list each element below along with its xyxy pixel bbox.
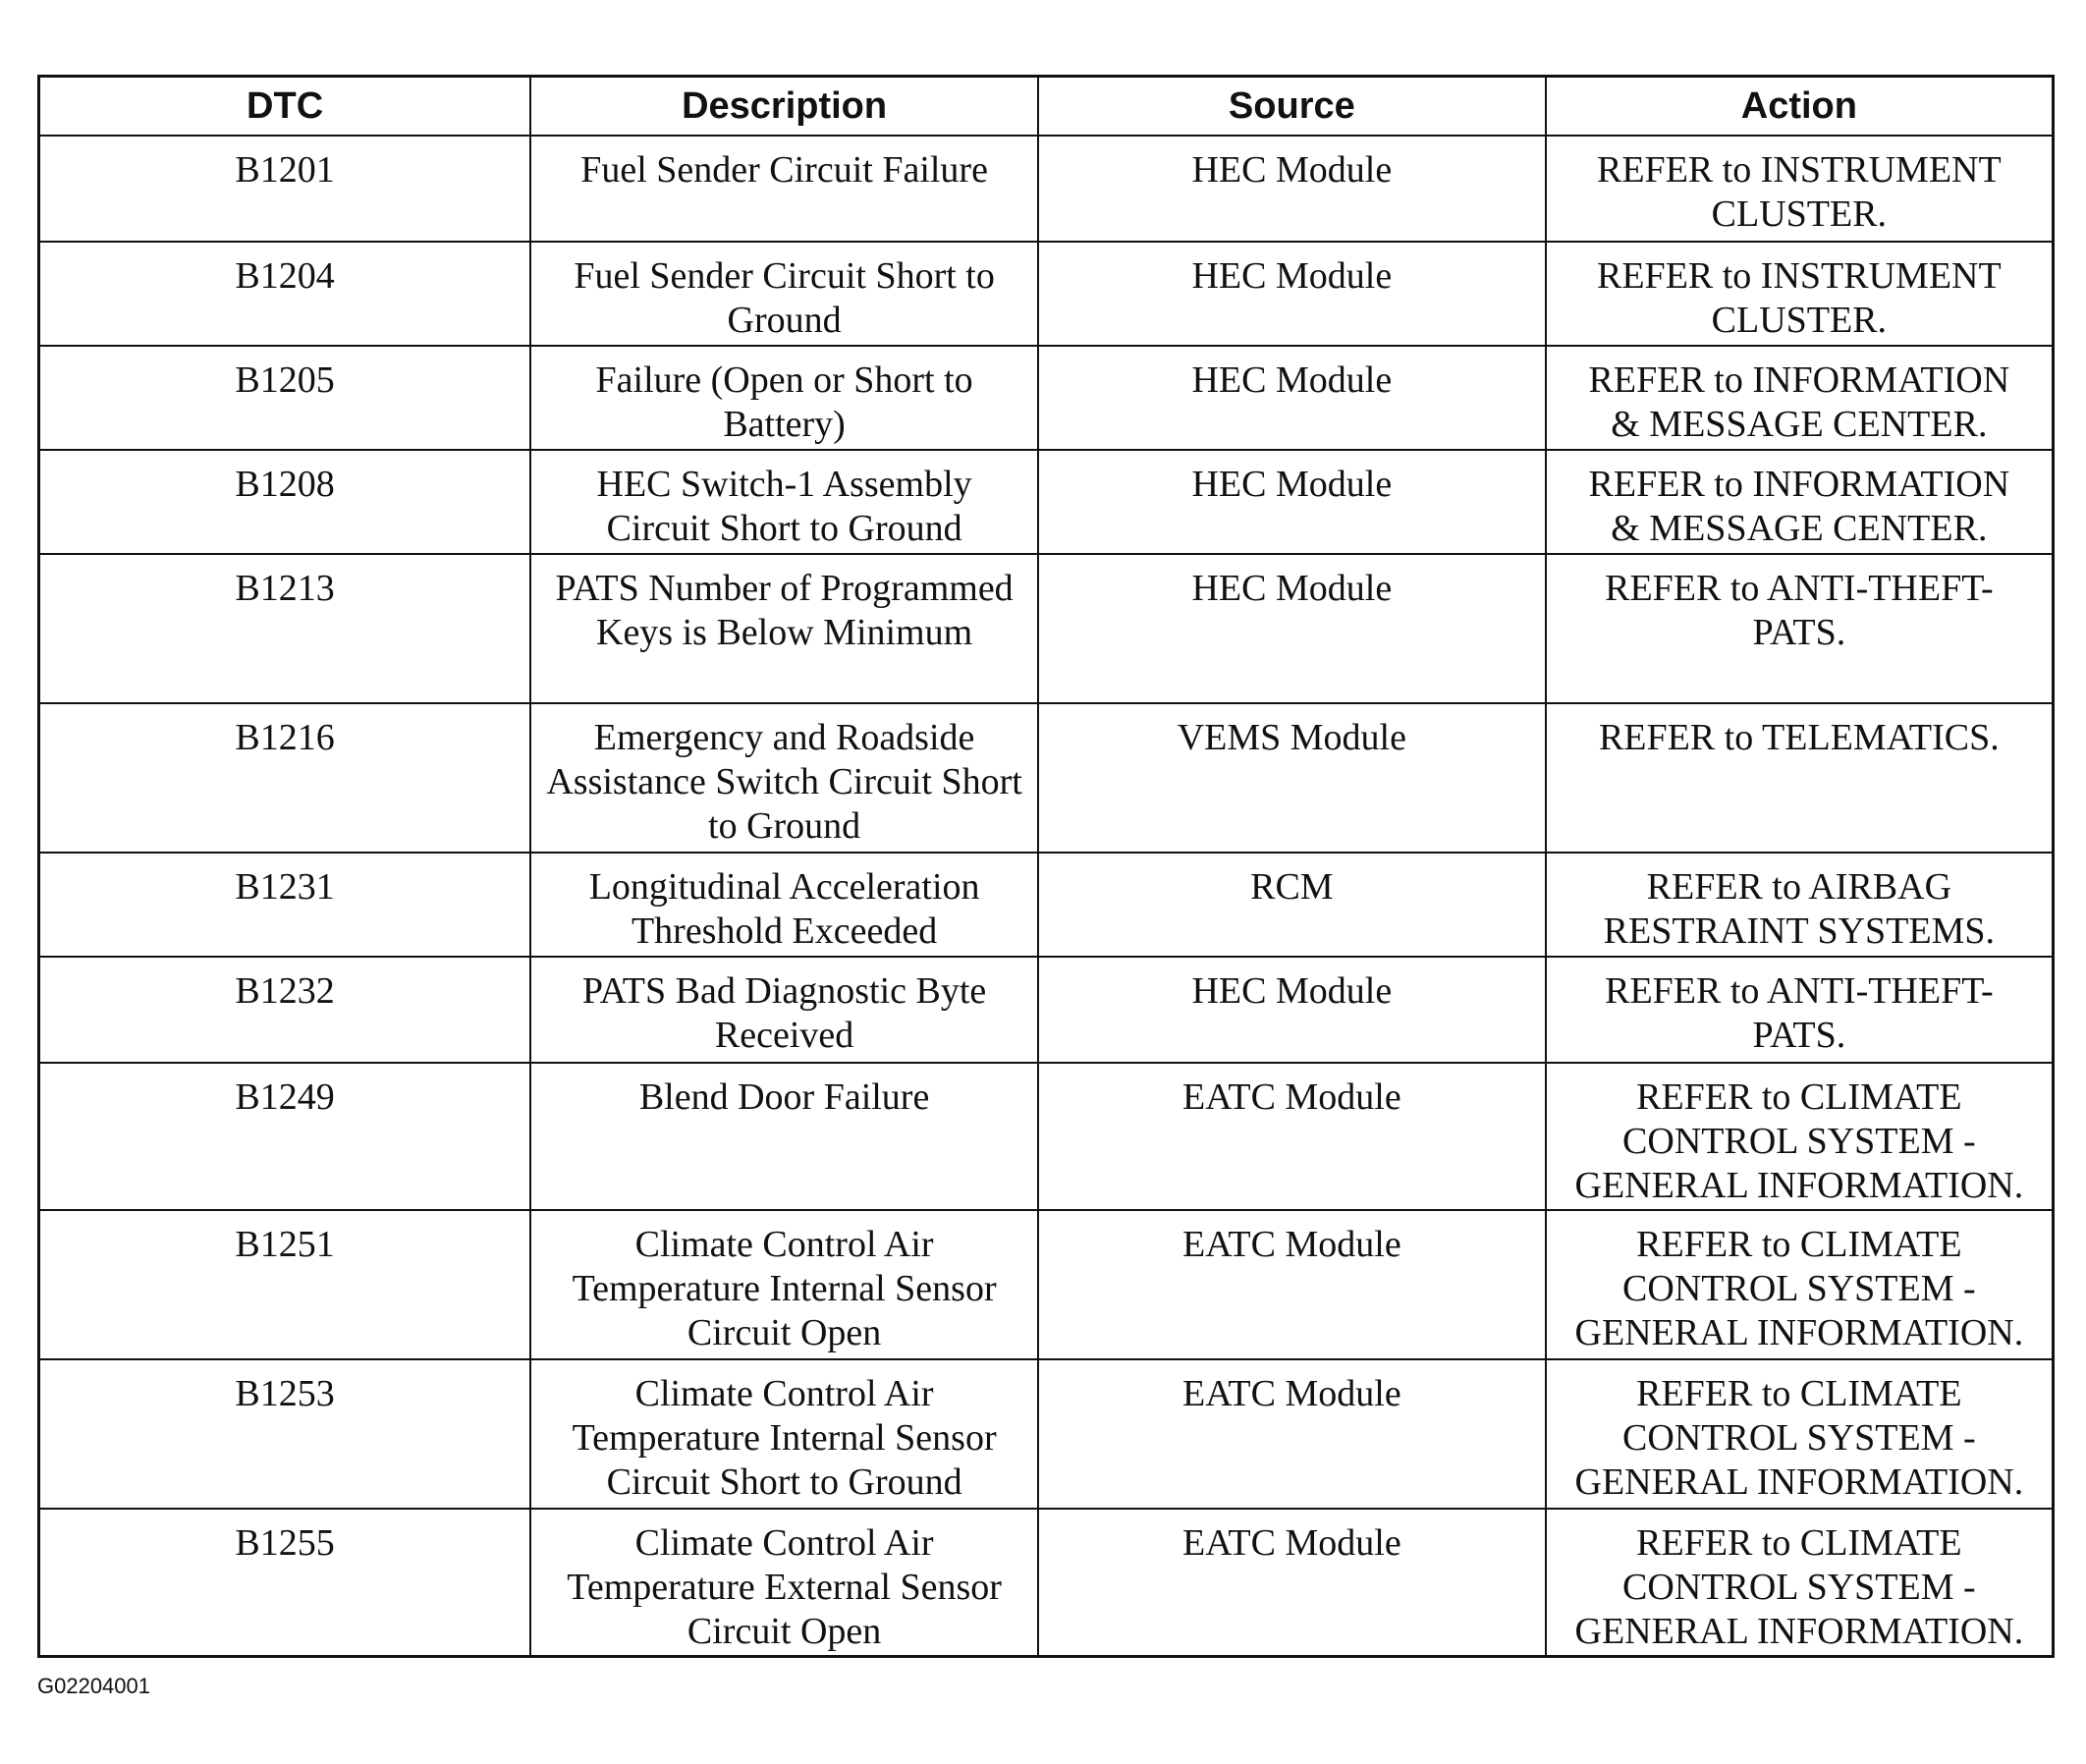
dtc-cell: B1232 bbox=[39, 957, 531, 1063]
table-row bbox=[39, 1509, 2054, 1656]
dtc-cell: B1204 bbox=[39, 242, 531, 346]
source-cell: HEC Module bbox=[1038, 450, 1546, 554]
description-cell: Climate Control Air Temperature Internal Sensor Circuit Open bbox=[530, 1210, 1038, 1359]
action-cell: REFER to CLIMATE CONTROL SYSTEM - GENERAL INFORMATION. bbox=[1546, 1509, 2054, 1656]
source-cell: HEC Module bbox=[1038, 242, 1546, 346]
figure-code: G02204001 bbox=[37, 1674, 150, 1698]
source-cell: HEC Module bbox=[1038, 957, 1546, 1063]
action-cell: REFER to ANTI-THEFT- PATS. bbox=[1546, 554, 2054, 703]
table-row bbox=[39, 957, 2054, 1063]
action-cell: REFER to INSTRUMENT CLUSTER. bbox=[1546, 136, 2054, 242]
source-cell: EATC Module bbox=[1038, 1509, 1546, 1656]
description-cell: Fuel Sender Circuit Short to Ground bbox=[530, 242, 1038, 346]
description-cell: Fuel Sender Circuit Failure bbox=[530, 136, 1038, 242]
table-row bbox=[39, 242, 2054, 346]
source-cell: EATC Module bbox=[1038, 1063, 1546, 1210]
dtc-cell: B1251 bbox=[39, 1210, 531, 1359]
action-cell: REFER to CLIMATE CONTROL SYSTEM - GENERAL INFORMATION. bbox=[1546, 1210, 2054, 1359]
description-cell: Climate Control Air Temperature External Sensor Circuit Open bbox=[530, 1509, 1038, 1656]
table-row bbox=[39, 1210, 2054, 1359]
action-cell: REFER to CLIMATE CONTROL SYSTEM - GENERAL INFORMATION. bbox=[1546, 1063, 2054, 1210]
table-row bbox=[39, 1063, 2054, 1210]
header-description: Description bbox=[530, 77, 1038, 137]
source-cell: EATC Module bbox=[1038, 1359, 1546, 1509]
description-cell: Climate Control Air Temperature Internal Sensor Circuit Short to Ground bbox=[530, 1359, 1038, 1509]
table-row bbox=[39, 136, 2054, 242]
source-cell: EATC Module bbox=[1038, 1210, 1546, 1359]
dtc-table bbox=[37, 75, 2055, 1658]
description-cell: PATS Bad Diagnostic Byte Received bbox=[530, 957, 1038, 1063]
source-cell: HEC Module bbox=[1038, 136, 1546, 242]
description-cell: PATS Number of Programmed Keys is Below Minimum bbox=[530, 554, 1038, 703]
header-dtc: DTC bbox=[39, 77, 531, 137]
action-cell: REFER to INFORMATION & MESSAGE CENTER. bbox=[1546, 450, 2054, 554]
action-cell: REFER to ANTI-THEFT- PATS. bbox=[1546, 957, 2054, 1063]
dtc-cell: B1213 bbox=[39, 554, 531, 703]
table-header-row bbox=[39, 77, 2054, 137]
header-source: Source bbox=[1038, 77, 1546, 137]
description-cell: Failure (Open or Short to Battery) bbox=[530, 346, 1038, 450]
action-cell: REFER to CLIMATE CONTROL SYSTEM - GENERAL INFORMATION. bbox=[1546, 1359, 2054, 1509]
table-row bbox=[39, 554, 2054, 703]
dtc-cell: B1231 bbox=[39, 853, 531, 957]
dtc-cell: B1205 bbox=[39, 346, 531, 450]
action-cell: REFER to AIRBAG RESTRAINT SYSTEMS. bbox=[1546, 853, 2054, 957]
dtc-cell: B1253 bbox=[39, 1359, 531, 1509]
table-row bbox=[39, 346, 2054, 450]
action-cell: REFER to TELEMATICS. bbox=[1546, 703, 2054, 853]
description-cell: Longitudinal Acceleration Threshold Exceeded bbox=[530, 853, 1038, 957]
source-cell: HEC Module bbox=[1038, 346, 1546, 450]
table-row bbox=[39, 853, 2054, 957]
table-row bbox=[39, 1359, 2054, 1509]
table-body bbox=[39, 136, 2054, 1656]
dtc-cell: B1208 bbox=[39, 450, 531, 554]
dtc-cell: B1255 bbox=[39, 1509, 531, 1656]
dtc-cell: B1216 bbox=[39, 703, 531, 853]
table-row bbox=[39, 450, 2054, 554]
source-cell: RCM bbox=[1038, 853, 1546, 957]
description-cell: Emergency and Roadside Assistance Switch Circuit Short to Ground bbox=[530, 703, 1038, 853]
dtc-cell: B1249 bbox=[39, 1063, 531, 1210]
action-cell: REFER to INSTRUMENT CLUSTER. bbox=[1546, 242, 2054, 346]
description-cell: HEC Switch-1 Assembly Circuit Short to Ground bbox=[530, 450, 1038, 554]
table-row bbox=[39, 703, 2054, 853]
source-cell: HEC Module bbox=[1038, 554, 1546, 703]
action-cell: REFER to INFORMATION & MESSAGE CENTER. bbox=[1546, 346, 2054, 450]
dtc-cell: B1201 bbox=[39, 136, 531, 242]
description-cell: Blend Door Failure bbox=[530, 1063, 1038, 1210]
header-action: Action bbox=[1546, 77, 2054, 137]
source-cell: VEMS Module bbox=[1038, 703, 1546, 853]
